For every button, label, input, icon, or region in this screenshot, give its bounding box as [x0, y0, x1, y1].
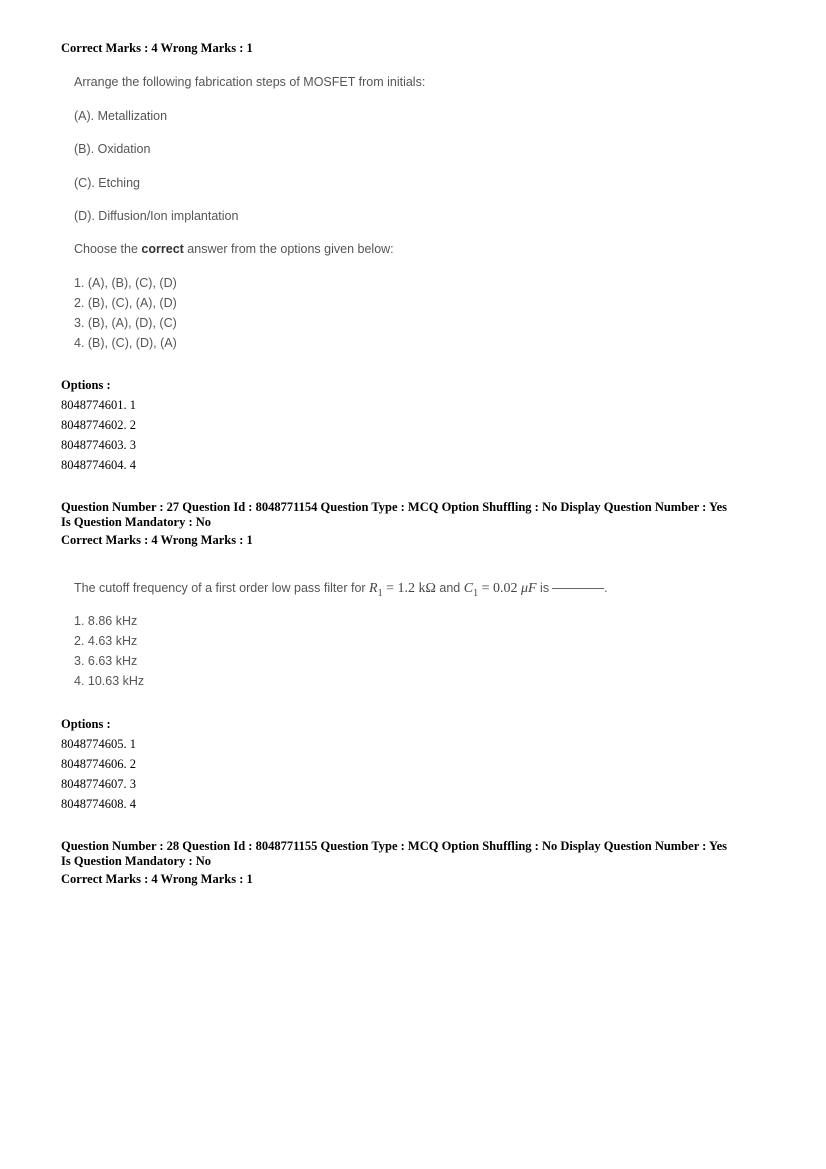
- answer-choice: 1. (A), (B), (C), (D): [74, 276, 177, 290]
- answer-choice: 3. (B), (A), (D), (C): [74, 316, 177, 330]
- marks-line: Correct Marks : 4 Wrong Marks : 1: [61, 872, 253, 886]
- options-list: [61, 375, 136, 475]
- option-item: 8048774606. 2: [61, 757, 136, 771]
- options-label: Options :: [61, 378, 111, 392]
- option-item: 8048774605. 1: [61, 737, 136, 751]
- choose-instruction: Choose the correct answer from the options given below:: [74, 242, 394, 256]
- option-item: 8048774601. 1: [61, 398, 136, 412]
- list-item: (D). Diffusion/Ion implantation: [74, 209, 239, 223]
- option-item: 8048774602. 2: [61, 418, 136, 432]
- answer-choice: 1. 8.86 kHz: [74, 614, 138, 628]
- list-item: (C). Etching: [74, 176, 140, 190]
- option-item: 8048774607. 3: [61, 777, 136, 791]
- options-label: Options :: [61, 717, 111, 731]
- question-text: Arrange the following fabrication steps of MOSFET from initials:: [74, 75, 426, 89]
- question-header: Question Number : 27 Question Id : 8048771154 Question Type : MCQ Option Shuffling : No Display Question Number : Yes: [61, 500, 728, 514]
- list-item: (A). Metallization: [74, 109, 168, 123]
- answer-choice: 2. (B), (C), (A), (D): [74, 296, 177, 310]
- answer-choice: 2. 4.63 kHz: [74, 634, 138, 648]
- mandatory-line: Is Question Mandatory : No: [61, 854, 212, 868]
- marks-line: Correct Marks : 4 Wrong Marks : 1: [61, 41, 253, 55]
- option-item: 8048774603. 3: [61, 438, 136, 452]
- answer-choice: 4. (B), (C), (D), (A): [74, 336, 177, 350]
- marks-line: Correct Marks : 4 Wrong Marks : 1: [61, 533, 253, 547]
- option-item: 8048774608. 4: [61, 797, 136, 811]
- question-header: Question Number : 28 Question Id : 8048771155 Question Type : MCQ Option Shuffling : No Display Question Number : Yes: [61, 839, 728, 853]
- options-list: [61, 714, 136, 814]
- answer-blank: [552, 588, 604, 589]
- list-item: (B). Oxidation: [74, 142, 151, 156]
- answer-choice: 3. 6.63 kHz: [74, 654, 138, 668]
- mandatory-line: Is Question Mandatory : No: [61, 515, 212, 529]
- question-text: The cutoff frequency of a first order low pass filter for $R_1 = 1.2$ kΩ and $C_1 = 0.02$ μF is .: [74, 581, 608, 599]
- answer-choice: 4. 10.63 kHz: [74, 674, 145, 688]
- option-item: 8048774604. 4: [61, 458, 136, 472]
